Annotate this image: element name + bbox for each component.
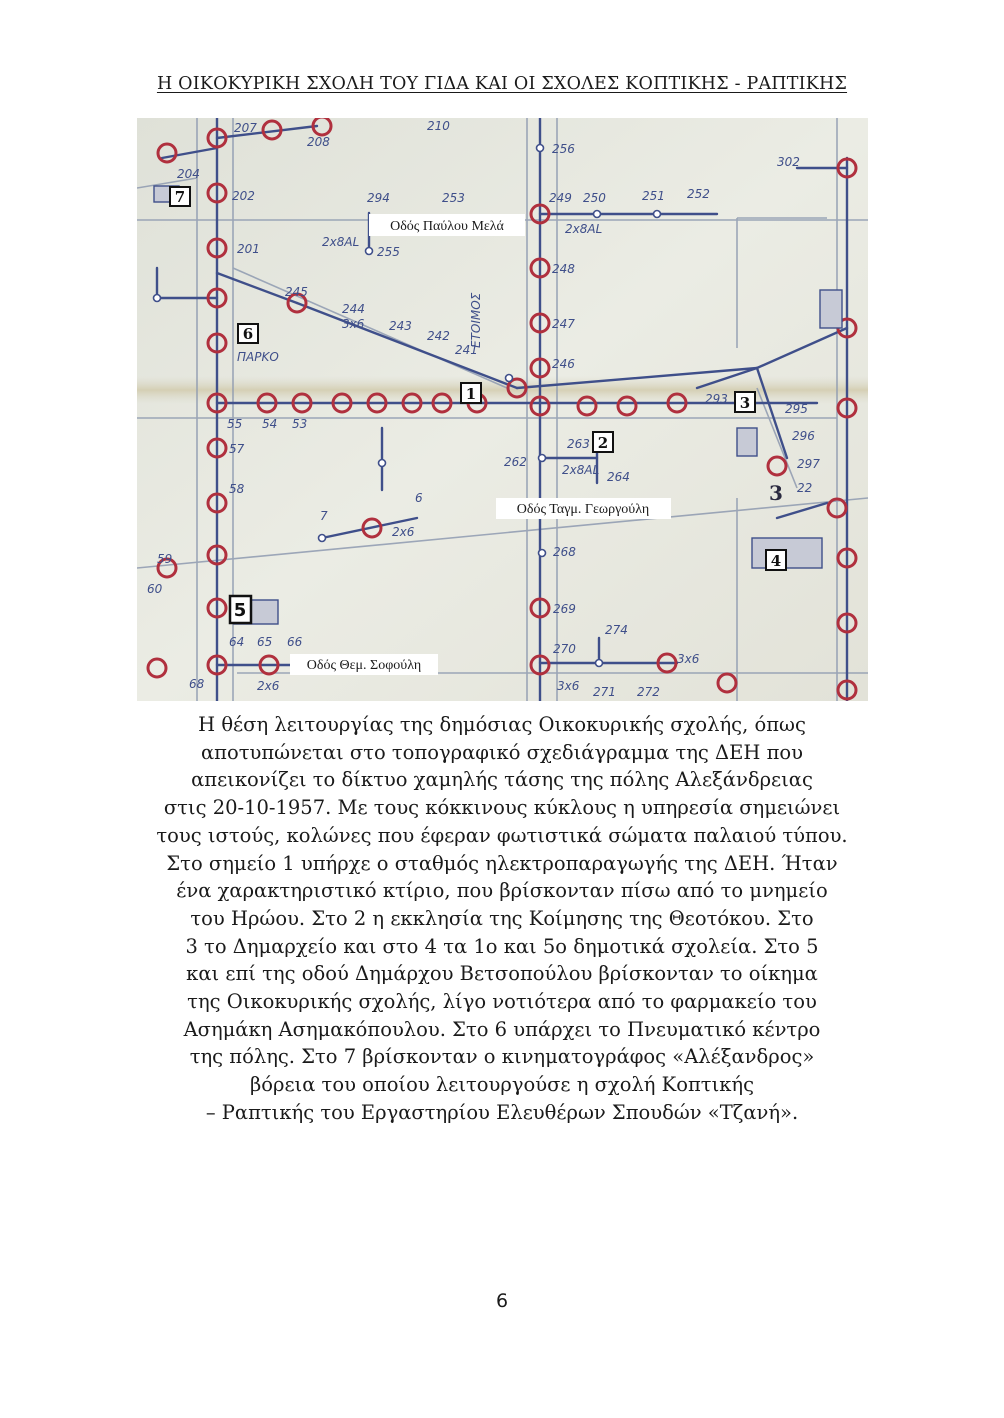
- note-295: 295: [785, 402, 808, 416]
- note-249: 249: [549, 191, 572, 205]
- caption-line: και επί της οδού Δημάρχου Βετσοπούλου βρίσκονταν το οίκημα: [186, 962, 818, 986]
- note-243: 243: [389, 319, 412, 333]
- caption-line: της πόλης. Στο 7 βρίσκονταν ο κινηματογράφος «Αλέξανδρος»: [189, 1045, 815, 1069]
- note-264: 264: [607, 470, 630, 484]
- note-293: 293: [705, 392, 728, 406]
- note-2x8al-b: 2x8AL: [565, 222, 603, 236]
- note-296: 296: [792, 429, 815, 443]
- note-208: 208: [307, 135, 330, 149]
- caption-line: Ασημάκη Ασημακόπουλου. Στο 6 υπάρχει το Πνευματικό κέντρο: [183, 1017, 821, 1041]
- caption-line: βόρεια του οποίου λειτουργούσε η σχολή Κοπτικής: [249, 1073, 755, 1097]
- caption-line: 3 το Δημαρχείο και στο 4 τα 1ο και 5ο δημοτικά σχολεία. Στο 5: [185, 934, 819, 958]
- map-svg: [137, 118, 868, 701]
- street-label-text: Οδός Θεμ. Σοφούλη: [306, 658, 422, 673]
- caption-line: του Ηρώου. Στο 2 η εκκλησία της Κοίμησης της Θεοτόκου. Στο: [190, 906, 814, 930]
- note-245: 245: [285, 285, 308, 299]
- note-7: 7: [320, 509, 328, 523]
- marker-2: [593, 432, 613, 452]
- note-255: 255: [377, 245, 400, 259]
- note-242: 242: [427, 329, 450, 343]
- page-header: [0, 74, 1004, 94]
- caption-line: αποτυπώνεται στο τοπογραφικό σχεδιάγραμμα της ΔΕΗ που: [201, 740, 803, 764]
- marker-6: [238, 324, 258, 343]
- note-60: 60: [147, 582, 163, 596]
- note-58: 58: [229, 482, 245, 496]
- note-55: 55: [227, 417, 243, 431]
- note-274: 274: [605, 623, 628, 637]
- marker-4: [766, 550, 786, 570]
- street-label-them-sofouli: [290, 654, 438, 675]
- marker-1: [461, 383, 481, 403]
- note-204: 204: [177, 167, 200, 181]
- marker-5: [230, 596, 251, 623]
- note-parko: ΠΑΡΚΟ: [237, 350, 279, 364]
- note-247: 247: [552, 317, 575, 331]
- note-202: 202: [232, 189, 255, 203]
- note-269: 269: [553, 602, 576, 616]
- caption-line: Στο σημείο 1 υπήρχε ο σταθμός ηλεκτροπαραγωγής της ΔΕΗ. Ήταν: [166, 851, 838, 875]
- caption-line: Η θέση λειτουργίας της δημόσιας Οικοκυρικής σχολής, όπως: [198, 713, 806, 736]
- note-22: 22: [797, 481, 813, 495]
- note-271: 271: [593, 685, 616, 699]
- caption-line: στις 20-10-1957. Με τους κόκκινους κύκλους η υπηρεσία σημειώνει: [163, 796, 841, 820]
- figure-caption: [120, 711, 884, 1127]
- note-53: 53: [292, 417, 308, 431]
- note-6: 6: [415, 491, 423, 505]
- note-64: 64: [229, 635, 245, 649]
- note-263: 263: [567, 437, 590, 451]
- note-207: 207: [234, 121, 257, 135]
- marker-5-label: 5: [233, 600, 247, 621]
- note-2x6-b: 2x6: [257, 679, 280, 693]
- note-256: 256: [552, 142, 575, 156]
- note-210: 210: [427, 119, 450, 133]
- marker-2-label: 2: [597, 434, 609, 452]
- street-label-tagm-georgouli: [496, 498, 671, 519]
- note-270: 270: [553, 642, 576, 656]
- note-59: 59: [157, 552, 173, 566]
- note-297: 297: [797, 457, 820, 471]
- marker-3-label: 3: [739, 394, 751, 412]
- page-number: 6: [495, 1290, 509, 1312]
- marker-3: [735, 392, 755, 412]
- note-244: 244: [342, 302, 365, 316]
- marker-6-label: 6: [242, 325, 254, 343]
- note-etimos: ΕΤΟΙΜΟΣ: [469, 292, 483, 348]
- caption-line: της Οικοκυρικής σχολής, λίγο νοτιότερα από το φαρμακείο του: [187, 990, 817, 1014]
- note-68: 68: [189, 677, 205, 691]
- note-246: 246: [552, 357, 575, 371]
- marker-4-label: 4: [770, 552, 782, 570]
- caption-line: απεικονίζει το δίκτυο χαμηλής τάσης της πόλης Αλεξάνδρειας: [191, 768, 813, 792]
- marker-7: [170, 187, 190, 206]
- note-3: 3: [769, 481, 783, 505]
- note-251: 251: [642, 189, 665, 203]
- note-241: 241: [455, 343, 478, 357]
- note-294: 294: [367, 191, 390, 205]
- note-268: 268: [553, 545, 576, 559]
- street-label-text: Οδός Ταγμ. Γεωργούλη: [516, 502, 650, 517]
- note-3x6-a: 3x6: [342, 317, 365, 331]
- marker-1-label: 1: [465, 385, 477, 403]
- note-253: 253: [442, 191, 465, 205]
- note-2x6-a: 2x6: [392, 525, 415, 539]
- note-250: 250: [583, 191, 606, 205]
- note-57: 57: [229, 442, 245, 456]
- note-302: 302: [777, 155, 800, 169]
- street-label-text: Οδός Παύλου Μελά: [390, 219, 504, 234]
- note-2x8al-c: 2x8AL: [562, 463, 600, 477]
- note-3x6-b: 3x6: [677, 652, 700, 666]
- topographic-map: [137, 118, 868, 701]
- note-272: 272: [637, 685, 660, 699]
- street-label-pavlou-mela: [369, 214, 525, 236]
- note-2x8al-a: 2x8AL: [322, 235, 360, 249]
- note-65: 65: [257, 635, 273, 649]
- caption-line: – Ραπτικής του Εργαστηρίου Ελευθέρων Σπουδών «Τζανή».: [205, 1100, 799, 1124]
- note-3x6-c: 3x6: [557, 679, 580, 693]
- note-252: 252: [687, 187, 710, 201]
- note-54: 54: [262, 417, 278, 431]
- caption-line: τους ιστούς, κολώνες που έφεραν φωτιστικά σώματα παλαιού τύπου.: [156, 823, 848, 847]
- note-66: 66: [287, 635, 303, 649]
- header-title: Η ΟΙΚΟΚΥΡΙΚΗ ΣΧΟΛΗ ΤΟΥ ΓΙΔΑ ΚΑΙ ΟΙ ΣΧΟΛΕΣ ΚΟΠΤΙΚΗΣ - ΡΑΠΤΙΚΗΣ: [156, 74, 848, 94]
- note-248: 248: [552, 262, 575, 276]
- caption-line: ένα χαρακτηριστικό κτίριο, που βρίσκονταν πίσω από το μνημείο: [176, 879, 828, 903]
- note-201: 201: [237, 242, 260, 256]
- marker-7-label: 7: [174, 188, 186, 206]
- note-262: 262: [504, 455, 527, 469]
